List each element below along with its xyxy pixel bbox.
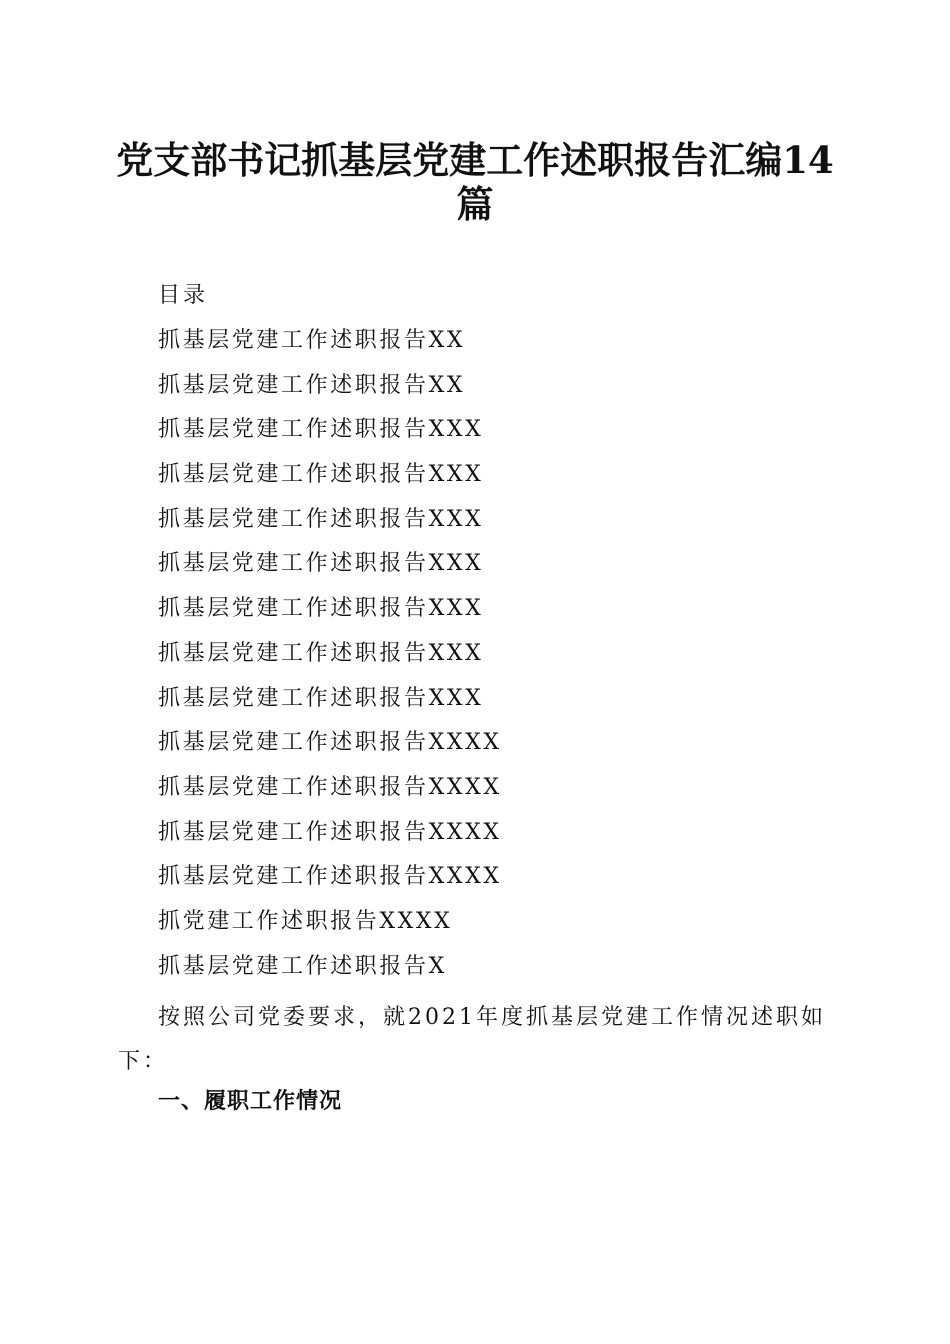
toc-list <box>158 325 502 995</box>
section-heading: 一、履职工作情况 <box>158 1089 343 1114</box>
toc-item: 抓基层党建工作述职报告XXXX <box>158 819 502 845</box>
toc-item: 抓基层党建工作述职报告XXXX <box>158 774 502 800</box>
toc-item: 抓基层党建工作述职报告XXX <box>158 417 484 443</box>
toc-item: 抓基层党建工作述职报告XXXX <box>158 864 502 890</box>
document-title-line-2: 篇 <box>456 182 494 226</box>
toc-item: 抓基层党建工作述职报告XXX <box>158 685 484 711</box>
toc-item: 抓基层党建工作述职报告XXX <box>158 462 484 488</box>
intro-paragraph: 按照公司党委要求，就2021年度抓基层党建工作情况述职如下： <box>118 1005 826 1074</box>
toc-item: 抓党建工作述职报告XXXX <box>158 908 453 934</box>
toc-item: 抓基层党建工作述职报告XX <box>158 372 466 398</box>
toc-item: 抓基层党建工作述职报告XXX <box>158 506 484 532</box>
toc-item: 抓基层党建工作述职报告XXX <box>158 551 484 577</box>
toc-item: 抓基层党建工作述职报告XXX <box>158 596 484 622</box>
toc-item: 抓基层党建工作述职报告XXX <box>158 640 484 666</box>
toc-item: 抓基层党建工作述职报告XXXX <box>158 730 502 756</box>
document-title-line-1: 党支部书记抓基层党建工作述职报告汇编14 <box>116 138 834 182</box>
toc-item: 抓基层党建工作述职报告X <box>158 953 447 979</box>
toc-heading: 目录 <box>158 283 209 308</box>
toc-item: 抓基层党建工作述职报告XX <box>158 328 466 353</box>
